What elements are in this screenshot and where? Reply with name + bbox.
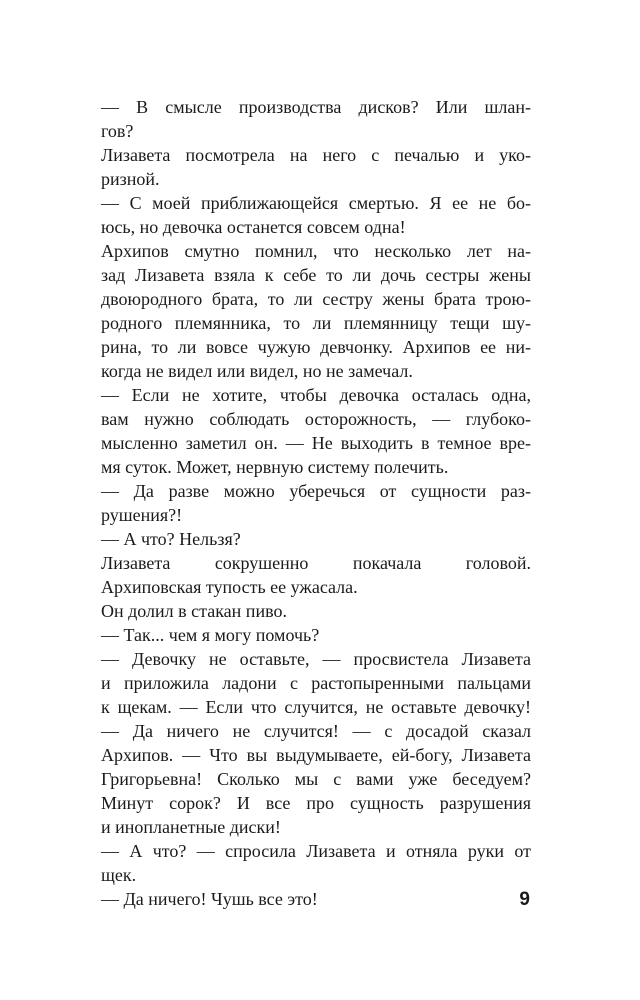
text-line: — Девочку не оставьте, — просвистела Лизавета	[101, 649, 531, 669]
text-line: рушения?!	[101, 505, 183, 525]
text-line: гов?	[101, 121, 134, 141]
text-line: когда не видел или видел, но не замечал.	[101, 361, 413, 381]
text-line: Минут сорок? И все про сущность разрушения	[101, 793, 531, 813]
text-line: — А что? Нельзя?	[101, 529, 241, 549]
text-line: вам нужно соблюдать осторожность, — глубоко-	[101, 409, 531, 429]
text-line: и приложила ладони с растопыренными пальцами	[101, 673, 531, 693]
text-line: Григорьевна! Сколько мы с вами уже беседуем?	[101, 769, 531, 789]
text-line: Лизавета посмотрела на него с печалью и уко-	[101, 145, 531, 165]
text-line: и инопланетные диски!	[101, 817, 281, 837]
text-line: щек.	[101, 865, 137, 885]
text-line: мя суток. Может, нервную систему полечить.	[101, 457, 449, 477]
text-line: — Да ничего! Чушь все это!	[101, 889, 318, 909]
text-line: Архиповская тупость ее ужасала.	[101, 577, 358, 597]
text-line: зад Лизавета взяла к себе то ли дочь сестры жены	[101, 265, 531, 285]
text-line: Он долил в стакан пиво.	[101, 601, 287, 621]
text-line: — Если не хотите, чтобы девочка осталась одна,	[101, 385, 531, 405]
text-line: юсь, но девочка останется совсем одна!	[101, 217, 406, 237]
text-line: мысленно заметил он. — Не выходить в темное вре-	[101, 433, 531, 453]
text-line: Архипов. — Что вы выдумываете, ей-богу, Лизавета	[101, 745, 531, 765]
text-line: к щекам. — Если что случится, не оставьте девочку!	[101, 697, 531, 717]
text-line: — Да ничего не случится! — с досадой сказал	[101, 721, 531, 741]
text-line: — В смысле производства дисков? Или шлан-	[101, 97, 531, 117]
text-line: — А что? — спросила Лизавета и отняла руки от	[101, 841, 531, 861]
text-line: родного племянника, то ли племянницу тещи шу-	[101, 313, 531, 333]
text-line: Лизавета сокрушенно покачала головой.	[101, 553, 531, 573]
text-line: — Так... чем я могу помочь?	[101, 625, 320, 645]
text-line: — Да разве можно уберечься от сущности раз-	[101, 481, 531, 501]
text-line: двоюродного брата, то ли сестру жены брата трою-	[101, 289, 531, 309]
page-number: 9	[519, 889, 530, 910]
text-line: Архипов смутно помнил, что несколько лет на-	[101, 241, 531, 261]
text-line: — С моей приближающейся смертью. Я ее не бо-	[101, 193, 531, 213]
text-line: ризной.	[101, 169, 160, 189]
text-line: рина, то ли вовсе чужую девчонку. Архипов ее ни-	[101, 337, 531, 357]
page-body	[101, 95, 531, 911]
